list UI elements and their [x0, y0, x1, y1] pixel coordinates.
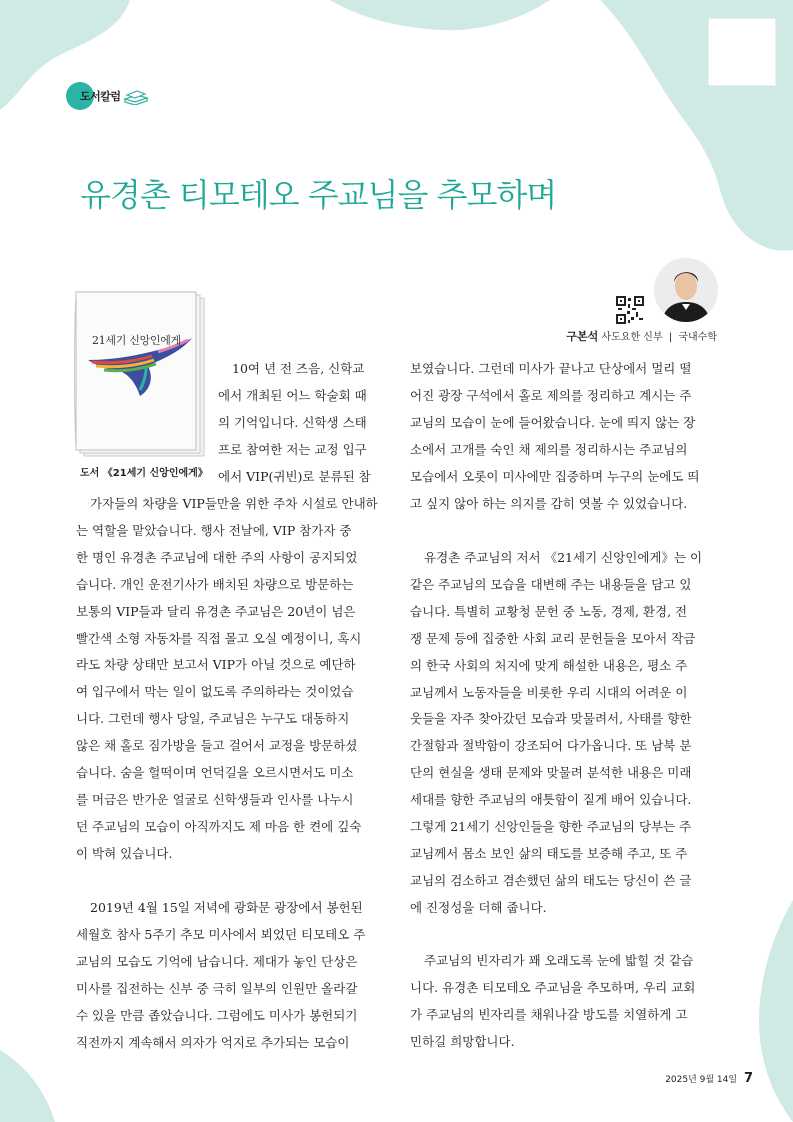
paragraph-right-3: [410, 948, 718, 1056]
text-line: 교님께서 몸소 보인 삶의 태도를 보증해 주고, 또 주: [410, 845, 688, 861]
text-line: 던 주교님의 모습이 아직까지도 제 마음 한 켠에 깊숙: [76, 818, 362, 834]
text-line: 쟁 문제 등에 집중한 사회 교리 문헌들을 모아서 작금: [410, 630, 696, 646]
paragraph-right-1: [410, 356, 718, 517]
text-line: 민하길 희망합니다.: [410, 1033, 515, 1049]
author-role: 사도요한 신부: [601, 332, 663, 343]
author-separator: |: [668, 332, 673, 343]
text-line: 세월호 참사 5주기 추모 미사에서 뵈었던 티모테오 주: [76, 926, 366, 942]
text-line: 한 명인 유경촌 주교님에 대한 주의 사항이 공지되었: [76, 549, 358, 565]
book-cover: [74, 290, 206, 458]
text-line: 에서 VIP(귀빈)로 분류된 참: [218, 468, 371, 484]
text-line: 모습에서 오롯이 미사에만 집중하며 누구의 눈에도 띄: [410, 468, 700, 484]
paragraph-left-1: [218, 356, 388, 491]
author-byline: [566, 328, 717, 344]
books-icon: [123, 89, 149, 105]
text-line: 습니다. 개인 운전기사가 배치된 차량으로 방문하는: [76, 576, 354, 592]
text-line: 습니다. 숨을 헐떡이며 언덕길을 오르시면서도 미소: [76, 765, 354, 781]
paragraph-left-3: [76, 895, 386, 1056]
text-line: 에서 개최된 어느 학술회 때: [218, 387, 367, 403]
text-line: 교님께서 노동자들을 비롯한 우리 시대의 어려운 이: [410, 684, 688, 700]
book-cover-title: 21세기 신앙인에게: [92, 334, 181, 347]
text-line: 니다. 유경촌 티모테오 주교님을 추모하며, 우리 교회: [410, 979, 696, 995]
text-line: 보였습니다. 그런데 미사가 끝나고 단상에서 멀리 떨: [410, 361, 692, 376]
text-line: 직전까지 계속해서 의자가 억지로 추가되는 모습이: [76, 1034, 350, 1050]
text-line: 주교님의 빈자리가 꽤 오래도록 눈에 밟힐 것 같습: [424, 953, 694, 968]
author-name: 구본석: [566, 330, 599, 343]
text-line: 프로 참여한 저는 교정 입구: [218, 441, 367, 457]
text-line: 습니다. 특별히 교황청 문헌 중 노동, 경제, 환경, 전: [410, 603, 688, 619]
qr-patch: [708, 18, 776, 86]
text-line: 그렇게 21세기 신앙인들을 향한 주교님의 당부는 주: [410, 819, 692, 835]
text-line: 보통의 VIP들과 달리 유경촌 주교님은 20년이 넘은: [76, 603, 356, 619]
text-line: 라도 차량 상태만 보고서 VIP가 아닐 것으로 예단하: [76, 657, 356, 673]
text-line: 소에서 고개를 숙인 채 제의를 정리하시는 주교님의: [410, 441, 688, 457]
section-badge: [66, 82, 133, 110]
text-line: 에 진정성을 더해 줍니다.: [410, 899, 547, 915]
text-line: 웃들을 자주 찾아갔던 모습과 맞물려서, 사태를 향한: [410, 711, 692, 727]
paragraph-right-2: [410, 545, 718, 922]
text-line: 10여 년 전 즈음, 신학교: [232, 361, 365, 376]
text-line: 않은 채 홀로 짐가방을 들고 걸어서 교정을 방문하셨: [76, 738, 358, 754]
author-portrait: [654, 258, 718, 322]
text-line: 미사를 집전하는 신부 중 극히 일부의 인원만 올라갈: [76, 980, 358, 996]
author-affiliation: 국내수학: [678, 332, 717, 343]
text-line: 니다. 그런데 행사 당일, 주교님은 누구도 대동하지: [76, 711, 350, 727]
text-line: 교님의 모습도 기억에 남습니다. 제대가 놓인 단상은: [76, 953, 358, 969]
text-line: 빨간색 소형 자동차를 직접 몰고 오실 예정이니, 혹시: [76, 630, 362, 646]
text-line: 가자들의 차량을 VIP들만을 위한 주차 시설로 안내하: [90, 496, 378, 511]
page-footer: [665, 1071, 753, 1086]
text-line: 세대를 향한 주교님의 애틋함이 짙게 배어 있습니다.: [410, 792, 692, 808]
text-line: 같은 주교님의 모습을 대변해 주는 내용들을 담고 있: [410, 576, 692, 592]
decor-blob-bottom-left: [0, 1050, 60, 1122]
text-line: 여 입구에서 막는 일이 없도록 주의하라는 것이었습: [76, 684, 354, 700]
text-line: 유경촌 주교님의 저서 《21세기 신앙인에게》는 이: [424, 550, 703, 565]
text-line: 가 주교님의 빈자리를 채워나갈 방도를 치열하게 고: [410, 1006, 688, 1022]
text-line: 는 역할을 맡았습니다. 행사 전날에, VIP 참가자 중: [76, 522, 352, 538]
page-title: 유경촌 티모테오 주교님을 추모하며: [80, 176, 557, 214]
text-line: 교님의 모습이 눈에 들어왔습니다. 눈에 띄지 않는 장: [410, 414, 696, 430]
text-line: 단의 현실을 생태 문제와 맞물려 분석한 내용은 미래: [410, 765, 692, 781]
text-line: 의 한국 사회의 처지에 맞게 해설한 내용은, 평소 주: [410, 657, 688, 673]
badge-label: 도서칼럼: [80, 90, 121, 103]
footer-date: 2025년 9월 14일: [665, 1075, 738, 1085]
decor-blob-top: [330, 0, 550, 40]
text-line: 이 박혀 있습니다.: [76, 845, 173, 861]
text-line: 를 머금은 반가운 얼굴로 신학생들과 인사를 나누시: [76, 791, 354, 807]
text-line: 2019년 4월 15일 저녁에 광화문 광장에서 봉헌된: [90, 900, 363, 915]
text-line: 간절함과 절박함이 강조되어 다가옵니다. 또 남북 분: [410, 738, 692, 754]
page-number: 7: [743, 1071, 753, 1086]
text-line: 고 싶지 않아 하는 의지를 감히 엿볼 수 있었습니다.: [410, 495, 688, 511]
qr-code-icon: [616, 296, 644, 324]
book-caption: 도서 《21세기 신앙인에게》: [80, 468, 208, 479]
text-line: 어진 광장 구석에서 홀로 제의를 정리하고 계시는 주: [410, 387, 692, 403]
text-line: 의 기억입니다. 신학생 스태: [218, 414, 367, 430]
text-line: 수 있을 만큼 좁았습니다. 그럼에도 미사가 봉헌되기: [76, 1007, 358, 1023]
paragraph-left-2: [76, 491, 386, 868]
text-line: 교님의 검소하고 겸손했던 삶의 태도는 당신이 쓴 글: [410, 872, 692, 888]
